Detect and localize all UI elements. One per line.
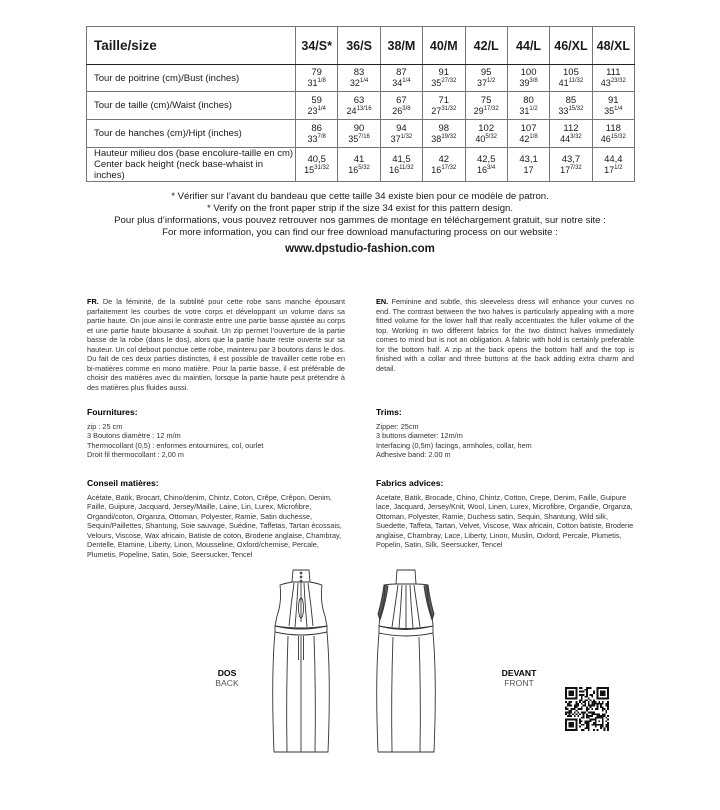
value-cm: 44,4 bbox=[604, 153, 623, 165]
value-inches bbox=[508, 165, 549, 176]
measurement-cell bbox=[296, 120, 338, 148]
value-inches-fraction: 7/16 bbox=[358, 133, 370, 140]
measurement-cell bbox=[296, 65, 338, 92]
measurement-cell bbox=[380, 65, 422, 92]
measurement-cell bbox=[380, 148, 422, 182]
measurement-row bbox=[87, 148, 635, 182]
measurement-label bbox=[87, 92, 296, 120]
value-inches-fraction: 1/4 bbox=[359, 78, 369, 84]
value-inches-fraction: 27/32 bbox=[441, 78, 457, 84]
value-inches-whole: 38 bbox=[431, 133, 442, 144]
value-inches bbox=[550, 165, 591, 176]
measurement-cell bbox=[338, 148, 380, 182]
value-inches-fraction: 1/2 bbox=[487, 78, 496, 84]
measurement-cell bbox=[296, 148, 338, 182]
value-inches bbox=[550, 134, 591, 145]
front-label-en: FRONT bbox=[504, 678, 534, 688]
value-inches-fraction: 7/8 bbox=[317, 133, 326, 140]
size-header-44: 44/L bbox=[507, 27, 549, 65]
value-inches-fraction: 17/32 bbox=[483, 105, 499, 112]
value-cm: 112 bbox=[563, 122, 579, 134]
value-inches-whole: 35 bbox=[604, 105, 615, 116]
measurement-cell bbox=[380, 92, 422, 120]
value-inches bbox=[338, 106, 379, 117]
value-inches-fraction: 1/2 bbox=[614, 164, 623, 171]
value-inches-fraction: 11/32 bbox=[568, 78, 584, 84]
measurement-cell bbox=[338, 65, 380, 92]
value-inches-fraction: 15/32 bbox=[568, 105, 584, 112]
measurement-label bbox=[87, 148, 296, 182]
value-inches-whole: 16 bbox=[477, 164, 488, 175]
value-inches-fraction: 17/32 bbox=[441, 164, 457, 171]
value-inches bbox=[338, 165, 379, 176]
measurement-row bbox=[87, 92, 635, 120]
value-inches-fraction: 3/8 bbox=[529, 78, 538, 84]
front-label bbox=[493, 668, 545, 688]
value-inches bbox=[338, 78, 379, 89]
value-inches-whole: 39 bbox=[519, 78, 530, 88]
measurement-cell bbox=[592, 92, 634, 120]
value-cm: 43,1 bbox=[519, 153, 538, 165]
description-fr bbox=[87, 297, 345, 392]
qr-code-icon[interactable] bbox=[565, 687, 609, 731]
measurement-cell bbox=[507, 120, 549, 148]
fabrics-en-title: Fabrics advices: bbox=[376, 478, 444, 488]
supplies-fr-title: Fournitures: bbox=[87, 407, 138, 417]
description-en-tag: EN. bbox=[376, 297, 389, 306]
value-inches-fraction: 1/32 bbox=[400, 133, 413, 140]
note-more-info-en: For more information, you can find our free download manufacturing process on our website : bbox=[162, 227, 558, 238]
value-cm: 100 bbox=[520, 67, 537, 78]
back-label bbox=[207, 668, 247, 688]
value-inches bbox=[338, 134, 379, 145]
measurement-cell bbox=[465, 65, 507, 92]
value-inches-fraction: 15/32 bbox=[610, 133, 626, 140]
value-inches-whole: 31 bbox=[519, 105, 530, 116]
measurement-cell bbox=[465, 148, 507, 182]
value-inches bbox=[381, 165, 422, 176]
measurement-cell bbox=[423, 148, 465, 182]
measurement-cell bbox=[338, 120, 380, 148]
measurement-row bbox=[87, 65, 635, 92]
value-inches bbox=[296, 106, 337, 117]
value-inches-whole: 37 bbox=[390, 133, 401, 144]
fabrics-en bbox=[376, 479, 634, 550]
value-inches-whole: 26 bbox=[392, 105, 403, 116]
value-inches-whole: 15 bbox=[304, 164, 315, 175]
measurement-cell bbox=[507, 65, 549, 92]
value-inches-fraction: 3/4 bbox=[487, 164, 496, 171]
value-inches-fraction: 1/8 bbox=[529, 133, 538, 140]
value-inches-fraction: 7/32 bbox=[570, 164, 582, 171]
value-inches bbox=[508, 106, 549, 117]
size-header-48: 48/XL bbox=[592, 27, 634, 65]
value-inches bbox=[593, 106, 634, 117]
value-cm: 79 bbox=[311, 67, 322, 78]
measurement-label-text: Tour de hanches (cm)/Hipt (inches) bbox=[94, 128, 242, 139]
fabrics-fr-text: Acétate, Batik, Brocart, Chino/denim, Chintz, Coton, Crêpe, Crêpon, Denim, Faille, Guipure, Jacquard, Jersey/Maille, Laine, Lin, Lurex, Microfibre, Organdi/coton, Organza, Ottoman, Polyester, Ramie, Satin duchesse, Sequin/Paillettes, Shantung, Soie sauvage, Suédine, Taffetas, Tartan écossais, Velours, Viscose, Wax africain, Batiste de coton, Broderie anglaise, Chambray, Dentelle, Etamine, Liberty, Linon, Mousseline, Oxford/chemise, Percale, Plumetis, Popeline, Satin, Soie, Seersucker, Tencel bbox=[87, 492, 342, 559]
size-header-40: 40/M bbox=[423, 27, 465, 65]
value-inches-fraction: 5/32 bbox=[358, 164, 370, 171]
value-inches bbox=[508, 78, 549, 89]
measurement-cell bbox=[592, 120, 634, 148]
value-inches bbox=[381, 134, 422, 145]
value-cm: 98 bbox=[438, 122, 450, 134]
measurement-cell bbox=[296, 92, 338, 120]
note-size-verify-fr: * Vérifier sur l’avant du bandeau que cette taille 34 existe bien pour ce modèle de patron. bbox=[171, 191, 549, 202]
supplies-fr-item: 3 Boutons diamètre : 12 m/m bbox=[87, 431, 181, 440]
measurement-label bbox=[87, 65, 296, 92]
value-inches bbox=[550, 78, 591, 89]
value-cm: 67 bbox=[396, 94, 407, 106]
supplies-fr bbox=[87, 408, 345, 460]
value-inches-whole: 17 bbox=[560, 164, 571, 175]
measurement-cell bbox=[550, 65, 592, 92]
value-inches-fraction: 31/32 bbox=[441, 105, 457, 112]
dress-front-drawing bbox=[364, 568, 448, 756]
value-cm: 118 bbox=[605, 122, 621, 134]
website-link[interactable]: www.dpstudio-fashion.com bbox=[285, 243, 435, 255]
value-cm: 105 bbox=[563, 67, 579, 78]
value-cm: 75 bbox=[480, 94, 492, 106]
value-cm: 59 bbox=[311, 94, 322, 106]
value-inches-whole: 33 bbox=[558, 105, 569, 116]
value-inches bbox=[296, 78, 337, 89]
measurement-label bbox=[87, 120, 296, 148]
description-en-text: Feminine and subtle, this sleeveless dress will enhance your curves no end. The contrast between the two halves is particularly appealing with a more fitted volume for the lower half that really accentuates the fuller volume of the top. Working in two different fabrics for the two distinct halves immediately comes to mind but is not an obligation. A fabric with hold is certainly preferable for the bottom half. A zip at the back opens the bottom half and the top is finished with a collar and three buttons at the back adding extra charm and detail. bbox=[376, 297, 634, 373]
supplies-en-item: Interfacing (0,5m) facings, armholes, collar, hem bbox=[376, 440, 532, 450]
value-inches-fraction: 19/32 bbox=[441, 133, 457, 140]
value-inches bbox=[466, 78, 507, 89]
size-header-36: 36/S bbox=[338, 27, 380, 65]
back-label-fr: DOS bbox=[217, 668, 237, 678]
value-inches-fraction: 23/32 bbox=[610, 78, 626, 84]
size-header-label: Taille/size bbox=[87, 27, 296, 65]
value-cm: 43,7 bbox=[561, 153, 581, 165]
value-inches bbox=[508, 134, 549, 145]
note-size-verify-en: * Verify on the front paper strip if the size 34 exist for this pattern design. bbox=[206, 203, 514, 214]
value-cm: 91 bbox=[608, 94, 619, 106]
value-inches-whole: 24 bbox=[346, 105, 357, 116]
value-inches bbox=[466, 106, 507, 117]
value-cm: 63 bbox=[353, 94, 365, 106]
supplies-en-item: Zipper: 25cm bbox=[376, 421, 419, 431]
measurement-cell bbox=[507, 148, 549, 182]
value-cm: 42 bbox=[438, 153, 450, 165]
supplies-fr-item: Droit fil thermocollant : 2,00 m bbox=[87, 450, 184, 459]
value-inches bbox=[296, 134, 337, 145]
value-inches-whole: 35 bbox=[348, 133, 359, 144]
measurement-cell bbox=[550, 120, 592, 148]
value-inches-fraction: 1/4 bbox=[402, 78, 411, 84]
measurement-cell bbox=[423, 120, 465, 148]
value-inches bbox=[423, 134, 464, 145]
notes-block bbox=[20, 191, 700, 255]
value-inches-whole: 16 bbox=[348, 164, 359, 175]
value-inches bbox=[466, 134, 507, 145]
value-cm: 111 bbox=[606, 67, 621, 78]
value-inches bbox=[550, 106, 591, 117]
value-inches-fraction: 31/32 bbox=[314, 164, 330, 171]
measurement-cell bbox=[465, 92, 507, 120]
value-cm: 41,5 bbox=[392, 153, 411, 165]
note-more-info-fr: Pour plus d’informations, vous pouvez retrouver nos gammes de montage en téléchargement gratuit, sur notre site : bbox=[114, 215, 606, 226]
description-fr-text: De la féminité, de la subtilité pour cette robe sans manche épousant parfaitement les courbes de votre corps et développant un volume dans sa partie haute. On joue ainsi le contraste entre une partie basse ajustée au corps et une partie haute blousante à souhait. Un zip permet l’ouverture de la partie basse de la robe (dans le dos), alors que la partie haute reste ouverte sur sa hauteur. Un col debout ponctue cette robe, maintenu par 3 boutons dans le dos. Du fait de ces deux parties distinctes, il est possible de travailler cette robe en bi-matières comme en mono matière. Pour la partie basse, il est préférable de choisir des matières avec du maintien, lorsque la partie haute peut prétendre à des matières plus fluides aussi. bbox=[87, 297, 346, 392]
value-inches bbox=[381, 106, 422, 117]
value-inches-whole: 41 bbox=[558, 78, 569, 88]
value-inches bbox=[593, 165, 634, 176]
value-cm: 85 bbox=[565, 94, 577, 106]
value-cm: 86 bbox=[311, 122, 322, 134]
fabrics-en-text: Acetate, Batik, Brocade, Chino, Chintz, Cotton, Crepe, Denim, Faille, Guipure lace, Jacquard, Jersey/Knit, Wool, Linen, Lurex, Microfibre, Organdie, Organza, Ottoman, Polyester, Ramie, Duchess satin, Sequin, Shantung, Wild silk, Suedette, Taffeta, Tartan, Velvet, Viscose, Wax africain, Cotton batiste, Broderie anglaise, Chambray, Lace, Liberty, Linon, Muslin, Oxford, Percale, Plumetis, Popelin, Satin, Silk, Seersucker, Tencel bbox=[376, 492, 634, 549]
value-inches-fraction: 3/32 bbox=[570, 133, 582, 140]
size-header-row bbox=[87, 27, 635, 65]
value-inches-fraction: 1/4 bbox=[614, 105, 623, 112]
measurement-cell bbox=[423, 65, 465, 92]
value-inches-whole: 42 bbox=[519, 133, 530, 144]
value-cm: 42,5 bbox=[476, 153, 496, 165]
value-inches-fraction: 1/8 bbox=[317, 78, 326, 84]
value-cm: 91 bbox=[438, 67, 450, 78]
value-cm: 87 bbox=[396, 67, 407, 78]
value-cm: 102 bbox=[478, 122, 495, 134]
value-inches-whole: 16 bbox=[431, 164, 442, 175]
measurement-label-text: Tour de poitrine (cm)/Bust (inches) bbox=[94, 72, 240, 84]
value-cm: 83 bbox=[353, 67, 365, 78]
measurement-cell bbox=[592, 148, 634, 182]
value-inches-fraction: 3/8 bbox=[402, 105, 411, 112]
value-inches bbox=[593, 78, 634, 89]
value-cm: 80 bbox=[523, 94, 534, 106]
value-inches-fraction: 1/2 bbox=[529, 105, 538, 112]
value-inches-whole: 31 bbox=[307, 78, 318, 88]
value-cm: 107 bbox=[520, 122, 537, 134]
fabrics-fr bbox=[87, 479, 345, 559]
supplies-en bbox=[376, 408, 634, 460]
value-inches-whole: 35 bbox=[431, 78, 442, 88]
size-header-34: 34/S* bbox=[296, 27, 338, 65]
measurement-row bbox=[87, 120, 635, 148]
value-inches bbox=[593, 134, 634, 145]
value-inches-whole: 44 bbox=[560, 133, 571, 144]
value-inches-whole: 29 bbox=[473, 105, 484, 116]
value-inches-whole: 43 bbox=[600, 78, 611, 88]
measurement-cell bbox=[380, 120, 422, 148]
value-cm: 95 bbox=[480, 67, 492, 78]
supplies-en-item: Adhesive band: 2.00 m bbox=[376, 450, 451, 459]
value-cm: 40,5 bbox=[307, 153, 326, 165]
value-cm: 94 bbox=[396, 122, 407, 134]
front-label-fr: DEVANT bbox=[501, 668, 537, 678]
measurement-label-text: Hauteur milieu dos (base encolure-taille en cm) bbox=[94, 148, 294, 159]
size-table bbox=[86, 26, 635, 182]
back-label-en: BACK bbox=[215, 678, 239, 688]
value-inches bbox=[466, 165, 507, 176]
measurement-cell bbox=[423, 92, 465, 120]
measurement-cell bbox=[465, 120, 507, 148]
value-inches-whole: 17 bbox=[604, 164, 615, 175]
description-fr-tag: FR. bbox=[87, 297, 99, 306]
value-inches-whole: 37 bbox=[477, 78, 488, 88]
value-inches-fraction: 5/32 bbox=[485, 133, 498, 140]
value-inches bbox=[381, 78, 422, 89]
value-inches-whole: 46 bbox=[600, 133, 611, 144]
measurement-cell bbox=[550, 148, 592, 182]
dress-back-drawing bbox=[260, 568, 342, 756]
value-cm: 90 bbox=[353, 122, 365, 134]
description-en bbox=[376, 297, 634, 373]
measurement-label-text: Tour de taille (cm)/Waist (inches) bbox=[94, 100, 232, 111]
size-header-38: 38/M bbox=[380, 27, 422, 65]
supplies-en-item: 3 buttons diameter: 12m/m bbox=[376, 431, 463, 440]
measurement-label-text-en: Center back height (neck base-whaist in inches) bbox=[94, 159, 263, 181]
value-inches-fraction: 11/32 bbox=[399, 164, 414, 171]
value-inches bbox=[296, 165, 337, 176]
value-inches-whole: 17 bbox=[523, 164, 534, 175]
supplies-en-title: Trims: bbox=[376, 407, 402, 417]
size-header-46: 46/XL bbox=[550, 27, 592, 65]
value-inches-whole: 33 bbox=[307, 133, 318, 144]
value-inches bbox=[423, 78, 464, 89]
measurement-cell bbox=[550, 92, 592, 120]
value-cm: 41 bbox=[353, 153, 365, 165]
value-inches-whole: 16 bbox=[389, 164, 400, 175]
value-inches-whole: 23 bbox=[307, 105, 318, 116]
value-inches-fraction: 1/4 bbox=[317, 105, 326, 112]
fabrics-fr-title: Conseil matières: bbox=[87, 478, 159, 488]
supplies-fr-item: Thermocollant (0,5) : enformes entournures, col, ourlet bbox=[87, 440, 264, 450]
supplies-fr-item: zip : 25 cm bbox=[87, 421, 123, 431]
size-header-42: 42/L bbox=[465, 27, 507, 65]
value-inches-whole: 32 bbox=[349, 78, 360, 88]
value-inches-fraction: 13/16 bbox=[356, 105, 372, 112]
value-inches-whole: 34 bbox=[392, 78, 403, 88]
measurement-cell bbox=[592, 65, 634, 92]
value-inches bbox=[423, 165, 464, 176]
value-inches-whole: 27 bbox=[431, 105, 442, 116]
measurement-cell bbox=[338, 92, 380, 120]
value-cm: 71 bbox=[438, 94, 450, 106]
value-inches bbox=[423, 106, 464, 117]
measurement-cell bbox=[507, 92, 549, 120]
value-inches-whole: 40 bbox=[475, 133, 486, 144]
